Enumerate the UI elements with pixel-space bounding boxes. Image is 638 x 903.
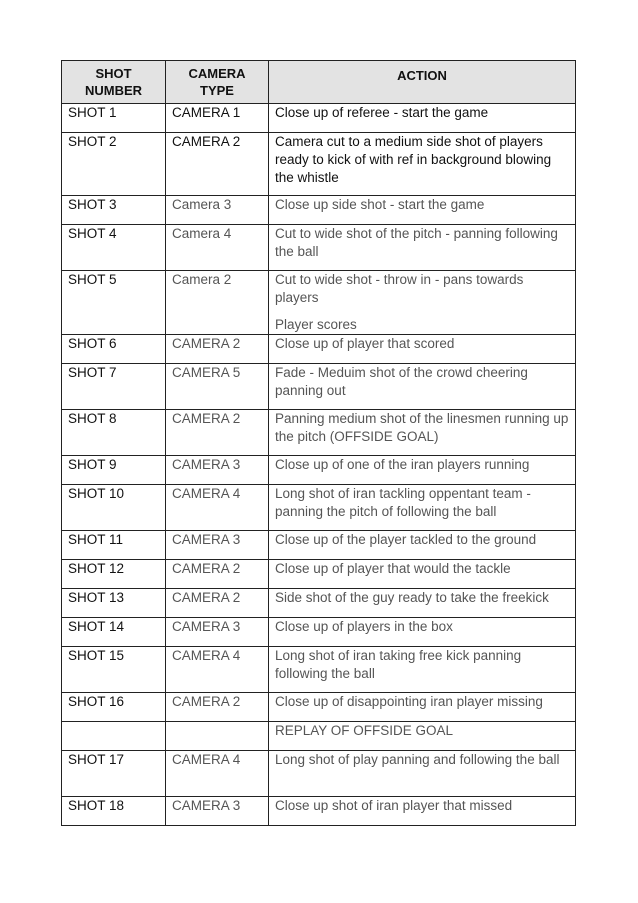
camera-type-cell: Camera 3 — [166, 196, 269, 225]
shot-number-cell: SHOT 5 — [62, 271, 166, 335]
camera-type-cell: CAMERA 3 — [166, 456, 269, 485]
table-row — [62, 104, 576, 133]
shot-number-cell: SHOT 17 — [62, 751, 166, 797]
action-cell: Close up shot of iran player that missed — [269, 797, 576, 826]
camera-type-cell — [166, 722, 269, 751]
camera-type-cell: CAMERA 2 — [166, 335, 269, 364]
table-row — [62, 196, 576, 225]
action-line: Cut to wide shot - throw in - pans towards players — [275, 272, 524, 305]
shot-number-cell: SHOT 3 — [62, 196, 166, 225]
camera-type-cell: Camera 4 — [166, 225, 269, 271]
table-row — [62, 751, 576, 797]
action-cell — [269, 271, 576, 335]
shot-number-cell: SHOT 4 — [62, 225, 166, 271]
camera-type-cell: CAMERA 2 — [166, 410, 269, 456]
shot-number-cell: SHOT 14 — [62, 618, 166, 647]
action-cell: Close up of disappointing iran player missing — [269, 693, 576, 722]
camera-type-cell: CAMERA 3 — [166, 618, 269, 647]
camera-type-cell: CAMERA 2 — [166, 589, 269, 618]
shot-number-cell: SHOT 16 — [62, 693, 166, 722]
camera-type-cell: CAMERA 3 — [166, 797, 269, 826]
table-row — [62, 531, 576, 560]
shot-number-cell: SHOT 2 — [62, 133, 166, 196]
shot-number-cell — [62, 722, 166, 751]
table-row — [62, 797, 576, 826]
action-cell: Close up of players in the box — [269, 618, 576, 647]
table-row — [62, 410, 576, 456]
shot-number-cell: SHOT 15 — [62, 647, 166, 693]
table-row — [62, 560, 576, 589]
shot-number-cell: SHOT 12 — [62, 560, 166, 589]
camera-type-cell: CAMERA 1 — [166, 104, 269, 133]
shot-number-cell: SHOT 18 — [62, 797, 166, 826]
action-cell: Close up side shot - start the game — [269, 196, 576, 225]
table-row — [62, 485, 576, 531]
camera-type-cell: Camera 2 — [166, 271, 269, 335]
camera-type-cell: CAMERA 4 — [166, 485, 269, 531]
action-cell: Close up of player that scored — [269, 335, 576, 364]
camera-type-cell: CAMERA 4 — [166, 647, 269, 693]
action-cell: Panning medium shot of the linesmen running up the pitch (OFFSIDE GOAL) — [269, 410, 576, 456]
action-cell: Side shot of the guy ready to take the freekick — [269, 589, 576, 618]
shot-list-table — [61, 60, 576, 826]
action-cell: Long shot of play panning and following the ball — [269, 751, 576, 797]
action-cell: Close up of player that would the tackle — [269, 560, 576, 589]
shot-number-cell: SHOT 10 — [62, 485, 166, 531]
table-row — [62, 271, 576, 335]
shot-number-cell: SHOT 8 — [62, 410, 166, 456]
table-row — [62, 647, 576, 693]
header-shot-number: SHOT NUMBER — [62, 61, 166, 104]
camera-type-cell: CAMERA 2 — [166, 560, 269, 589]
table-row — [62, 133, 576, 196]
camera-type-cell: CAMERA 4 — [166, 751, 269, 797]
action-cell: Close up of the player tackled to the ground — [269, 531, 576, 560]
shot-number-cell: SHOT 7 — [62, 364, 166, 410]
shot-number-cell: SHOT 6 — [62, 335, 166, 364]
table-row — [62, 335, 576, 364]
table-row — [62, 618, 576, 647]
header-action: ACTION — [269, 61, 576, 104]
action-cell: REPLAY OF OFFSIDE GOAL — [269, 722, 576, 751]
header-camera-type: CAMERA TYPE — [166, 61, 269, 104]
action-cell: Long shot of iran taking free kick panning following the ball — [269, 647, 576, 693]
action-cell: Close up of referee - start the game — [269, 104, 576, 133]
table-row — [62, 722, 576, 751]
header-row — [62, 61, 576, 104]
table-row — [62, 693, 576, 722]
table-row — [62, 456, 576, 485]
table-row — [62, 364, 576, 410]
camera-type-cell: CAMERA 2 — [166, 133, 269, 196]
camera-type-cell: CAMERA 2 — [166, 693, 269, 722]
table-row — [62, 589, 576, 618]
action-cell: Fade - Meduim shot of the crowd cheering panning out — [269, 364, 576, 410]
camera-type-cell: CAMERA 3 — [166, 531, 269, 560]
table-row — [62, 225, 576, 271]
action-line: Player scores — [275, 317, 357, 332]
shot-number-cell: SHOT 1 — [62, 104, 166, 133]
shot-number-cell: SHOT 9 — [62, 456, 166, 485]
action-cell: Cut to wide shot of the pitch - panning following the ball — [269, 225, 576, 271]
shot-number-cell: SHOT 13 — [62, 589, 166, 618]
shot-number-cell: SHOT 11 — [62, 531, 166, 560]
camera-type-cell: CAMERA 5 — [166, 364, 269, 410]
action-cell: Close up of one of the iran players running — [269, 456, 576, 485]
action-cell: Camera cut to a medium side shot of players ready to kick of with ref in background blowing the whistle — [269, 133, 576, 196]
action-cell: Long shot of iran tackling oppentant team - panning the pitch of following the ball — [269, 485, 576, 531]
